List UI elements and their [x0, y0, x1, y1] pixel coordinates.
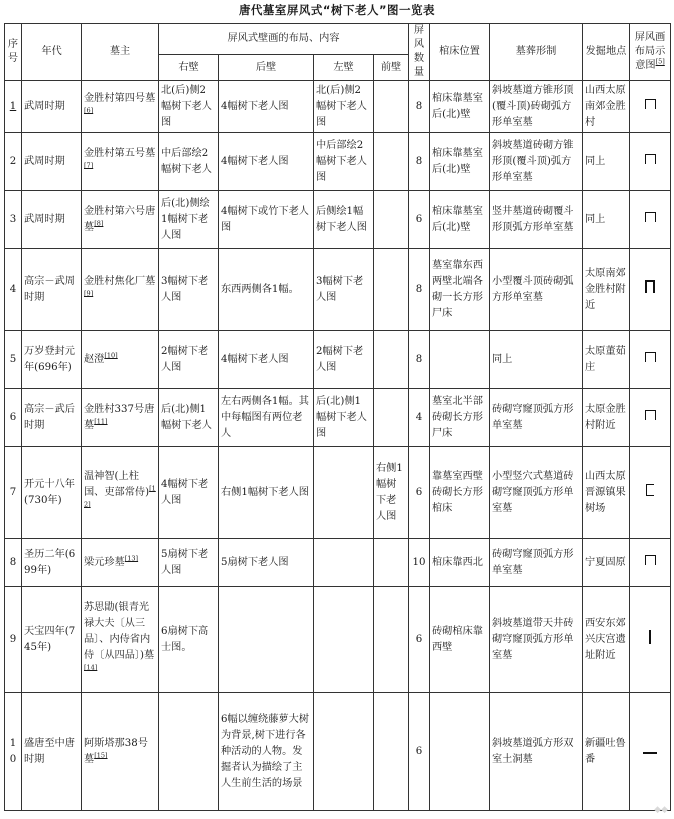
cell-count: 6 [409, 587, 430, 693]
cell-seq [5, 331, 22, 389]
cell-site: 太原董茹庄 [583, 331, 630, 389]
table-row [5, 447, 671, 539]
table-title: 唐代墓室屏风式“树下老人”图一览表 [238, 3, 436, 17]
cell-owner [82, 191, 159, 249]
seq-number: 7 [9, 486, 17, 498]
cell-front-wall [374, 81, 409, 133]
cell-coffin: 墓室北半部砖砌长方形尸床 [430, 389, 490, 447]
cell-site: 同上 [583, 133, 630, 191]
cell-left-wall: 中后部绘2幅树下老人图 [314, 133, 374, 191]
cell-front-wall [374, 331, 409, 389]
cell-diagram [630, 587, 671, 693]
cell-back-wall: 4幅树下老人图 [219, 331, 314, 389]
cell-coffin: 靠墓室西壁砖砌长方形棺床 [430, 447, 490, 539]
cell-owner [82, 331, 159, 389]
cell-back-wall: 4幅树下或竹下老人图 [219, 191, 314, 249]
cell-left-wall: 3幅树下老人图 [314, 249, 374, 331]
cell-diagram [630, 693, 671, 811]
seq-number: 3 [9, 213, 17, 225]
owner-name: 阿斯塔那38号墓 [84, 737, 148, 765]
seq-number: 9 [9, 633, 17, 645]
cell-owner [82, 249, 159, 331]
cell-front-wall [374, 133, 409, 191]
watermark: ◆◆ [654, 805, 668, 815]
header-era: 年代 [22, 24, 82, 81]
cell-seq [5, 191, 22, 249]
cell-site: 山西太原南郊金胜村 [583, 81, 630, 133]
cell-form: 斜坡墓道弧方形双室土洞墓 [490, 693, 583, 811]
cell-front-wall [374, 191, 409, 249]
cell-owner [82, 81, 159, 133]
footnote-ref[interactable]: [15] [94, 751, 108, 760]
cell-right-wall: 4幅树下老人图 [159, 447, 219, 539]
cell-count: 4 [409, 389, 430, 447]
top-both-icon [645, 555, 656, 565]
cell-seq [5, 539, 22, 587]
cell-coffin [430, 693, 490, 811]
header-coffin: 棺床位置 [430, 24, 490, 81]
table-row [5, 693, 671, 811]
cell-diagram [630, 539, 671, 587]
footnote-ref[interactable]: [11] [94, 417, 108, 426]
cell-right-wall: 2幅树下老人图 [159, 331, 219, 389]
header-back-wall: 后壁 [219, 55, 314, 81]
cell-diagram [630, 81, 671, 133]
cell-left-wall: 2幅树下老人图 [314, 331, 374, 389]
owner-name: 金胜村第四号墓 [84, 92, 156, 104]
cell-owner [82, 587, 159, 693]
cell-form: 砖砌穹窿顶弧方形单室墓 [490, 539, 583, 587]
table-row [5, 133, 671, 191]
cell-back-wall: 5扇树下老人图 [219, 539, 314, 587]
cell-diagram [630, 191, 671, 249]
cell-era: 武周时期 [22, 133, 82, 191]
header-layout-group: 屏风式壁画的布局、内容 [159, 24, 409, 55]
cell-left-wall: 北(后)侧2幅树下老人图 [314, 81, 374, 133]
cell-left-wall [314, 539, 374, 587]
cell-era: 圣历二年(699年) [22, 539, 82, 587]
cell-coffin: 墓室靠东西两壁北端各砌一长方形尸床 [430, 249, 490, 331]
header-count: 屏风数量 [409, 24, 430, 81]
cell-site: 西安东郊兴庆宫遗址附近 [583, 587, 630, 693]
cell-front-wall: 右侧1幅树下老人图 [374, 447, 409, 539]
cell-back-wall [219, 587, 314, 693]
cell-back-wall: 4幅树下老人图 [219, 81, 314, 133]
horizontal-bar-icon [643, 752, 657, 754]
header-right-wall: 右壁 [159, 55, 219, 81]
cell-seq [5, 693, 22, 811]
cell-right-wall: 3幅树下老人图 [159, 249, 219, 331]
footnote-ref[interactable]: [9] [84, 289, 94, 298]
top-both-icon [645, 154, 656, 164]
seq-number: 1 [9, 100, 17, 112]
cell-count: 8 [409, 81, 430, 133]
top-both-icon [645, 352, 656, 362]
top-both-icon [645, 410, 656, 420]
cell-right-wall: 后(北)侧1幅树下老人 [159, 389, 219, 447]
cell-front-wall [374, 389, 409, 447]
header-diagram [630, 24, 671, 81]
cell-left-wall [314, 693, 374, 811]
cell-left-wall [314, 447, 374, 539]
cell-coffin: 砖砌棺床靠西壁 [430, 587, 490, 693]
cell-form: 斜坡墓道带天井砖砌穹窿顶弧方形单室墓 [490, 587, 583, 693]
cell-count: 6 [409, 191, 430, 249]
cell-back-wall: 6幅以缠绕藤萝大树为背景,树下进行各种活动的人物。发掘者认为描绘了主人生前生活的场景 [219, 693, 314, 811]
cell-count: 10 [409, 539, 430, 587]
cell-owner [82, 133, 159, 191]
left-side-icon [646, 484, 654, 496]
cell-left-wall: 后侧绘1幅树下老人图 [314, 191, 374, 249]
cell-coffin: 棺床靠墓室后(北)壁 [430, 191, 490, 249]
cell-form: 斜坡墓道砖砌方锥形顶(覆斗顶)弧方形单室墓 [490, 133, 583, 191]
cell-seq [5, 587, 22, 693]
cell-left-wall: 后(北)侧1幅树下老人图 [314, 389, 374, 447]
cell-era: 开元十八年(730年) [22, 447, 82, 539]
header-form: 墓葬形制 [490, 24, 583, 81]
cell-seq [5, 447, 22, 539]
owner-name: 金胜村第五号墓 [84, 147, 156, 159]
footnote-ref[interactable]: [8] [94, 219, 104, 228]
cell-site: 宁夏固原 [583, 539, 630, 587]
header-diagram-ref: [5] [655, 57, 665, 66]
cell-right-wall [159, 693, 219, 811]
cell-form: 小型覆斗顶砖砌弧方形单室墓 [490, 249, 583, 331]
cell-era: 万岁登封元年(696年) [22, 331, 82, 389]
cell-diagram [630, 447, 671, 539]
cell-front-wall [374, 587, 409, 693]
seq-number: 10 [9, 737, 17, 765]
cell-count: 8 [409, 133, 430, 191]
cell-right-wall: 中后部绘2幅树下老人 [159, 133, 219, 191]
cell-form: 竖井墓道砖砌覆斗形顶弧方形单室墓 [490, 191, 583, 249]
owner-name: 金胜村337号唐墓 [84, 403, 155, 431]
three-side-icon [645, 280, 655, 293]
table-row [5, 81, 671, 133]
cell-front-wall [374, 693, 409, 811]
cell-owner [82, 389, 159, 447]
cell-seq [5, 249, 22, 331]
table-row [5, 331, 671, 389]
header-diagram-label: 屏风画布局示意图 [634, 32, 666, 71]
cell-diagram [630, 389, 671, 447]
cell-era: 武周时期 [22, 81, 82, 133]
cell-diagram [630, 249, 671, 331]
header-owner: 墓主 [82, 24, 159, 81]
cell-site: 新疆吐鲁番 [583, 693, 630, 811]
tomb-screen-table [4, 23, 671, 811]
cell-era: 天宝四年(745年) [22, 587, 82, 693]
table-row [5, 191, 671, 249]
seq-number: 4 [9, 283, 17, 295]
cell-front-wall [374, 539, 409, 587]
vertical-bar-icon [649, 630, 651, 644]
table-row [5, 389, 671, 447]
cell-era: 高宗－武后时期 [22, 389, 82, 447]
cell-left-wall [314, 587, 374, 693]
cell-form: 同上 [490, 331, 583, 389]
cell-seq [5, 81, 22, 133]
footnote-ref[interactable]: [10] [104, 351, 118, 360]
cell-count: 6 [409, 447, 430, 539]
top-both-icon [645, 212, 656, 222]
table-body [5, 81, 671, 811]
cell-count: 8 [409, 331, 430, 389]
cell-site: 太原金胜村附近 [583, 389, 630, 447]
cell-coffin: 棺床靠西北 [430, 539, 490, 587]
seq-number: 5 [9, 353, 17, 365]
cell-right-wall: 北(后)侧2幅树下老人图 [159, 81, 219, 133]
cell-era: 高宗－武周时期 [22, 249, 82, 331]
header-seq: 序号 [5, 24, 22, 81]
cell-coffin: 棺床靠墓室后(北)壁 [430, 81, 490, 133]
table-row [5, 539, 671, 587]
cell-site: 山西太原晋源镇果树场 [583, 447, 630, 539]
header-front-wall: 前壁 [374, 55, 409, 81]
cell-era: 武周时期 [22, 191, 82, 249]
footnote-ref[interactable]: [6] [84, 106, 94, 115]
cell-diagram [630, 331, 671, 389]
cell-owner [82, 693, 159, 811]
cell-back-wall: 右侧1幅树下老人图 [219, 447, 314, 539]
cell-back-wall: 东西两侧各1幅。 [219, 249, 314, 331]
owner-name: 温神智(上柱国、吏部常侍) [84, 470, 150, 498]
footnote-ref[interactable]: [13] [124, 554, 139, 563]
table-row [5, 587, 671, 693]
cell-site: 同上 [583, 191, 630, 249]
cell-count: 6 [409, 693, 430, 811]
owner-name: 苏思勖(银青光禄大夫〔从三品〕、内侍省内侍〔从四品〕)墓 [84, 601, 155, 661]
cell-owner [82, 539, 159, 587]
cell-owner [82, 447, 159, 539]
top-both-icon [645, 99, 656, 109]
seq-number: 2 [9, 155, 17, 167]
owner-name: 赵澄 [84, 353, 105, 365]
cell-back-wall: 4幅树下老人图 [219, 133, 314, 191]
seq-number: 6 [9, 411, 17, 423]
cell-seq [5, 133, 22, 191]
cell-count: 8 [409, 249, 430, 331]
footnote-ref[interactable]: [7] [84, 161, 94, 170]
cell-form: 砖砌穹窿顶弧方形单室墓 [490, 389, 583, 447]
cell-coffin: 棺床靠墓室后(北)壁 [430, 133, 490, 191]
cell-site: 太原南郊金胜村附近 [583, 249, 630, 331]
cell-right-wall: 6扇树下高士图。 [159, 587, 219, 693]
footnote-ref[interactable]: [12] [84, 484, 156, 509]
header-site: 发掘地点 [583, 24, 630, 81]
footnote-ref[interactable]: [14] [84, 663, 98, 672]
cell-coffin [430, 331, 490, 389]
cell-front-wall [374, 249, 409, 331]
owner-name: 金胜村第六号唐墓 [84, 205, 156, 233]
cell-right-wall: 后(北)侧绘1幅树下老人图 [159, 191, 219, 249]
cell-form: 小型竖穴式墓道砖砌穹窿顶弧方形单室墓 [490, 447, 583, 539]
cell-right-wall: 5扇树下老人图 [159, 539, 219, 587]
seq-number: 8 [9, 556, 17, 568]
cell-form: 斜坡墓道方锥形顶(覆斗顶)砖砌弧方形单室墓 [490, 81, 583, 133]
cell-seq [5, 389, 22, 447]
header-left-wall: 左壁 [314, 55, 374, 81]
cell-back-wall: 左右两侧各1幅。其中每幅图有两位老人 [219, 389, 314, 447]
cell-diagram [630, 133, 671, 191]
owner-name: 金胜村焦化厂墓 [84, 275, 156, 287]
owner-name: 梁元珍墓 [84, 556, 125, 568]
cell-era: 盛唐至中唐时期 [22, 693, 82, 811]
table-row [5, 249, 671, 331]
